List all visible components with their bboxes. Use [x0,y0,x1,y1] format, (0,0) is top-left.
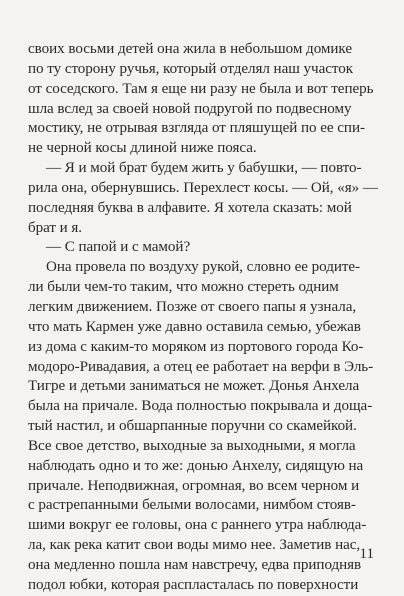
text-line: от соседского. Там я еще ни разу не была и вот теперь [28,80,374,97]
text-line: — С папой и с мамой? [46,239,191,256]
text-block [28,40,380,596]
text-line: подол юбки, которая распласталась по поверхности [28,576,359,593]
text-line: из дома с каким-то моряком из портового города Ко- [28,338,364,355]
text-line: Она провела по воздуху рукой, словно ее родите- [46,259,361,276]
text-line: брат и я. [28,219,83,236]
text-line: легким движением. Позже от своего папы я узнала, [28,298,357,315]
text-line: по ту сторону ручья, который отделял наш участок [28,60,353,77]
text-line: ла, как река катит свои воды мимо нее. Заметив нас, [28,537,361,554]
text-line: мостику, не отрывая взгляда от пляшущей по ее спи- [28,120,365,137]
text-line: она медленно пошла нам навстречу, едва приподняв [28,556,362,573]
text-line: была на причале. Вода полностью покрывала и доща- [28,398,373,415]
text-line: модоро-Ривадавия, а отец ее работает на верфи в Эль- [28,358,374,375]
text-line: рила она, обернувшись. Перехлест косы. — Ой, «я» — [28,179,378,196]
text-line: не черной косы длиной ниже пояса. [28,140,257,157]
text-line: шими вокруг ее головы, она с раннего утра наблюда- [28,517,367,534]
text-line: — Я и мой брат будем жить у бабушки, — повто- [46,160,362,177]
text-line: с растрепанными белыми волосами, нимбом стояв- [28,497,356,514]
text-line: шла вслед за своей новой подругой по подвесному [28,100,352,117]
text-line: тый настил, и обшарпанные поручни со скамейкой. [28,418,357,435]
text-line: последняя буква в алфавите. Я хотела сказать: мой [28,199,352,216]
page-number: 11 [359,546,374,562]
text-line: причале. Неподвижная, огромная, во всем черном и [28,477,360,494]
text-line: ли были чем-то таким, что можно стереть одним [28,279,339,296]
text-line: наблюдать одно и то же: донью Анхелу, сидящую на [28,457,364,474]
text-line: Все свое детство, выходные за выходными, я могла [28,437,356,454]
text-line: своих восьми детей она жила в небольшом домике [28,41,352,57]
text-line: Тигре и детьми заниматься не может. Донья Анхела [28,378,360,395]
text-line: что мать Кармен уже давно оставила семью, убежав [28,318,361,335]
